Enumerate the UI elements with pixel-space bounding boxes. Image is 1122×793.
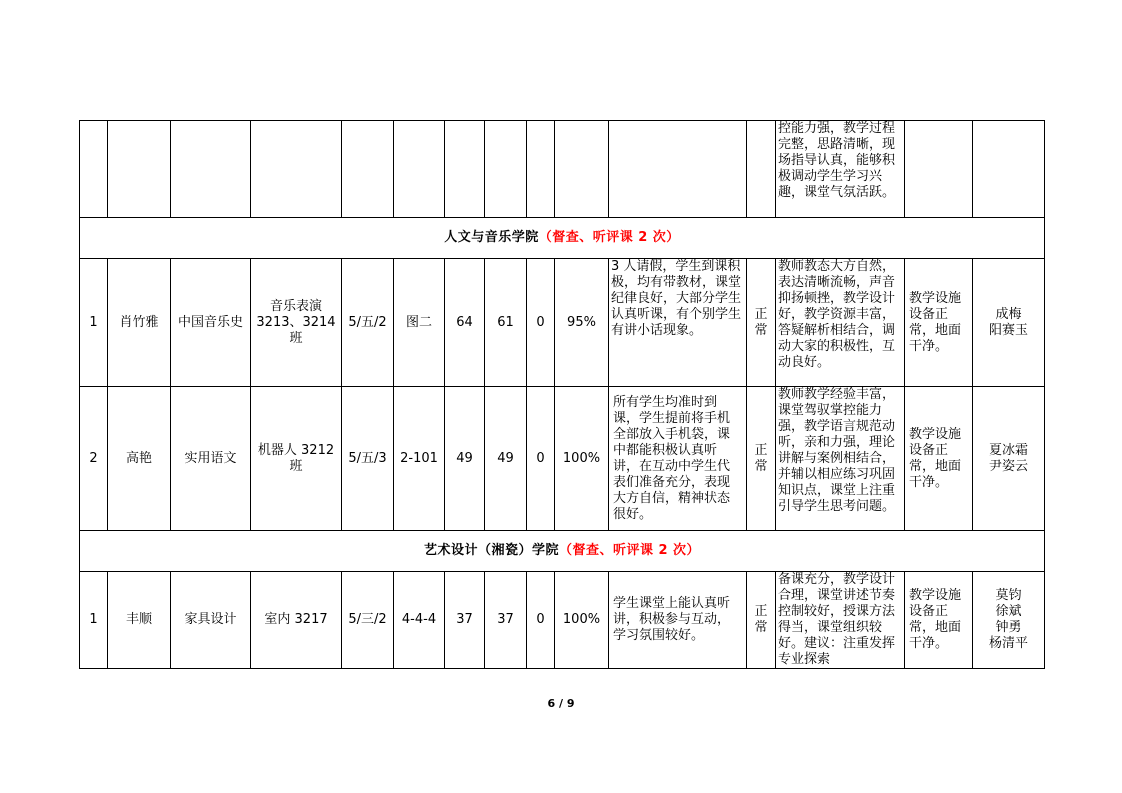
cell-time: 5/五/3: [342, 387, 394, 531]
cell-order: 正常: [747, 572, 776, 669]
cell-absent: [527, 121, 555, 218]
cell-inspectors: 成梅 阳赛玉: [973, 259, 1045, 387]
cell-class: 音乐表演3213、3214班: [251, 259, 342, 387]
cell-class: 机器人 3212班: [251, 387, 342, 531]
cell-attendance-note: [609, 121, 747, 218]
cell-actual: 49: [485, 387, 527, 531]
cell-expected: 49: [445, 387, 485, 531]
cell-actual: 61: [485, 259, 527, 387]
cell-facility: 教学设施设备正常，地面干净。: [905, 572, 973, 669]
cell-inspectors: [973, 121, 1045, 218]
cell-teacher: 丰顺: [108, 572, 171, 669]
section-title-art: [80, 531, 1045, 572]
cell-absent: 0: [527, 387, 555, 531]
cell-evaluation: 备课充分，教学设计合理，课堂讲述节奏控制较好，授课方法得当，课堂组织较好。建议：注重发挥专业探索: [776, 572, 905, 669]
cell-teacher: 高艳: [108, 387, 171, 531]
cell-expected: 37: [445, 572, 485, 669]
cell-actual: [485, 121, 527, 218]
cell-absent: 0: [527, 259, 555, 387]
cell-order: 正常: [747, 259, 776, 387]
cell-room: 2-101: [394, 387, 445, 531]
cell-room: [394, 121, 445, 218]
cell-teacher: [108, 121, 171, 218]
cell-order: [747, 121, 776, 218]
cell-teacher: 肖竹雅: [108, 259, 171, 387]
cell-room: 图二: [394, 259, 445, 387]
cell-attendance-note: 学生课堂上能认真听讲，积极参与互动，学习氛围较好。: [609, 572, 747, 669]
cell-no: [80, 121, 108, 218]
table-row: [80, 121, 1045, 218]
cell-evaluation: 教师教学经验丰富，课堂驾驭掌控能力强，教学语言规范动听，亲和力强，理论讲解与案例相结合，并辅以相应练习巩固知识点，课堂上注重引导学生思考问题。: [776, 387, 905, 531]
cell-no: 1: [80, 572, 108, 669]
cell-absent: 0: [527, 572, 555, 669]
cell-expected: 64: [445, 259, 485, 387]
cell-rate: [555, 121, 609, 218]
section-header-row: [80, 531, 1045, 572]
cell-inspectors: 莫钧 徐斌 钟勇 杨清平: [973, 572, 1045, 669]
cell-no: 2: [80, 387, 108, 531]
cell-evaluation: 教师教态大方自然，表达清晰流畅，声音抑扬顿挫，教学设计好，教学资源丰富，答疑解析相结合，调动大家的积极性，互动良好。: [776, 259, 905, 387]
table-row: [80, 387, 1045, 531]
inspection-table: [79, 120, 1045, 669]
section-note: （督查、听评课 2 次）: [558, 543, 701, 558]
section-name: 人文与音乐学院: [444, 230, 539, 245]
cell-time: 5/五/2: [342, 259, 394, 387]
cell-rate: 100%: [555, 572, 609, 669]
cell-class: 室内 3217: [251, 572, 342, 669]
cell-course: 实用语文: [171, 387, 251, 531]
section-name: 艺术设计（湘瓷）学院: [423, 543, 559, 558]
cell-actual: 37: [485, 572, 527, 669]
cell-order: 正常: [747, 387, 776, 531]
cell-attendance-note: 3 人请假，学生到课积极，均有带教材，课堂纪律良好，大部分学生认真听课，有个别学生有讲小话现象。: [609, 259, 747, 387]
cell-facility: 教学设施设备正常，地面干净。: [905, 259, 973, 387]
section-note: （督查、听评课 2 次）: [538, 230, 680, 245]
cell-rate: 100%: [555, 387, 609, 531]
cell-class: [251, 121, 342, 218]
section-header-row: [80, 218, 1045, 259]
cell-evaluation: 控能力强，教学过程完整，思路清晰，现场指导认真，能够积极调动学生学习兴趣，课堂气氛活跃。: [776, 121, 905, 218]
cell-time: 5/三/2: [342, 572, 394, 669]
cell-course: [171, 121, 251, 218]
cell-rate: 95%: [555, 259, 609, 387]
table-row: [80, 259, 1045, 387]
section-title-humanities: [80, 218, 1045, 259]
table-row: [80, 572, 1045, 669]
cell-course: 家具设计: [171, 572, 251, 669]
cell-inspectors: 夏冰霜 尹姿云: [973, 387, 1045, 531]
cell-facility: 教学设施设备正常，地面干净。: [905, 387, 973, 531]
cell-expected: [445, 121, 485, 218]
cell-time: [342, 121, 394, 218]
cell-facility: [905, 121, 973, 218]
cell-attendance-note: 所有学生均准时到课，学生提前将手机全部放入手机袋，课中都能积极认真听讲，在互动中学生代表们准备充分，表现大方自信，精神状态很好。: [609, 387, 747, 531]
cell-no: 1: [80, 259, 108, 387]
cell-course: 中国音乐史: [171, 259, 251, 387]
page-number: 6 / 9: [547, 697, 575, 710]
cell-room: 4-4-4: [394, 572, 445, 669]
